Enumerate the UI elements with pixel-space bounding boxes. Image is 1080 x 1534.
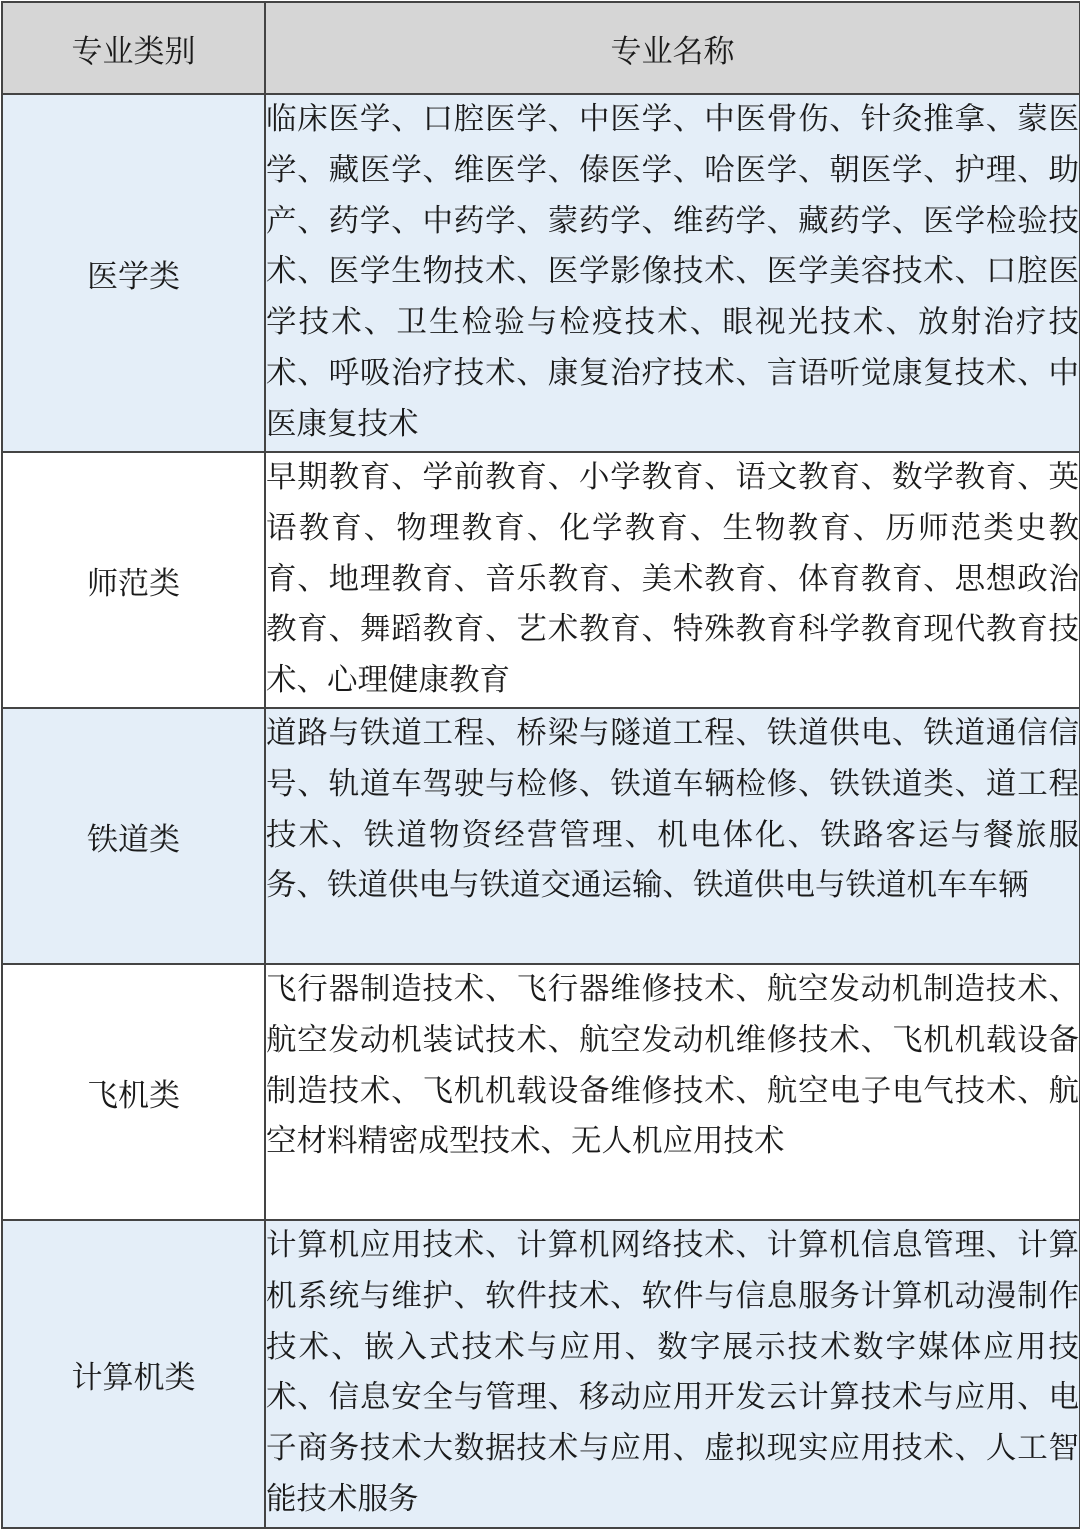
- category-cell: 医学类: [2, 94, 265, 452]
- header-row: [2, 2, 1080, 94]
- table-row: [2, 708, 1080, 964]
- table-header: [2, 2, 1080, 94]
- table-row: [2, 94, 1080, 452]
- majors-cell: 飞行器制造技术、飞行器维修技术、航空发动机制造技术、航空发动机装试技术、航空发动机维修技术、飞机机载设备制造技术、飞机机载设备维修技术、航空电子电气技术、航空材料精密成型技术、无人机应用技术: [265, 964, 1080, 1220]
- majors-cell: 早期教育、学前教育、小学教育、语文教育、数学教育、英语教育、物理教育、化学教育、生物教育、历师范类史教育、地理教育、音乐教育、美术教育、体育教育、思想政治教育、舞蹈教育、艺术教育、特殊教育科学教育现代教育技术、心理健康教育: [265, 452, 1080, 708]
- category-cell: 师范类: [2, 452, 265, 708]
- majors-table: [1, 1, 1080, 1529]
- category-cell: 计算机类: [2, 1220, 265, 1528]
- table-row: [2, 964, 1080, 1220]
- category-cell: 飞机类: [2, 964, 265, 1220]
- table-row: [2, 1220, 1080, 1528]
- header-category: 专业类别: [2, 2, 265, 94]
- category-cell: 铁道类: [2, 708, 265, 964]
- majors-cell: 临床医学、口腔医学、中医学、中医骨伤、针灸推拿、蒙医学、藏医学、维医学、傣医学、哈医学、朝医学、护理、助产、药学、中药学、蒙药学、维药学、藏药学、医学检验技术、医学生物技术、医学影像技术、医学美容技术、口腔医学技术、卫生检验与检疫技术、眼视光技术、放射治疗技术、呼吸治疗技术、康复治疗技术、言语听觉康复技术、中医康复技术: [265, 94, 1080, 452]
- table-row: [2, 452, 1080, 708]
- majors-cell: 道路与铁道工程、桥梁与隧道工程、铁道供电、铁道通信信号、轨道车驾驶与检修、铁道车辆检修、铁铁道类、道工程技术、铁道物资经营管理、机电体化、铁路客运与餐旅服务、铁道供电与铁道交通运输、铁道供电与铁道机车车辆: [265, 708, 1080, 964]
- header-name: 专业名称: [265, 2, 1080, 94]
- majors-cell: 计算机应用技术、计算机网络技术、计算机信息管理、计算机系统与维护、软件技术、软件与信息服务计算机动漫制作技术、嵌入式技术与应用、数字展示技术数字媒体应用技术、信息安全与管理、移动应用开发云计算技术与应用、电子商务技术大数据技术与应用、虚拟现实应用技术、人工智能技术服务: [265, 1220, 1080, 1528]
